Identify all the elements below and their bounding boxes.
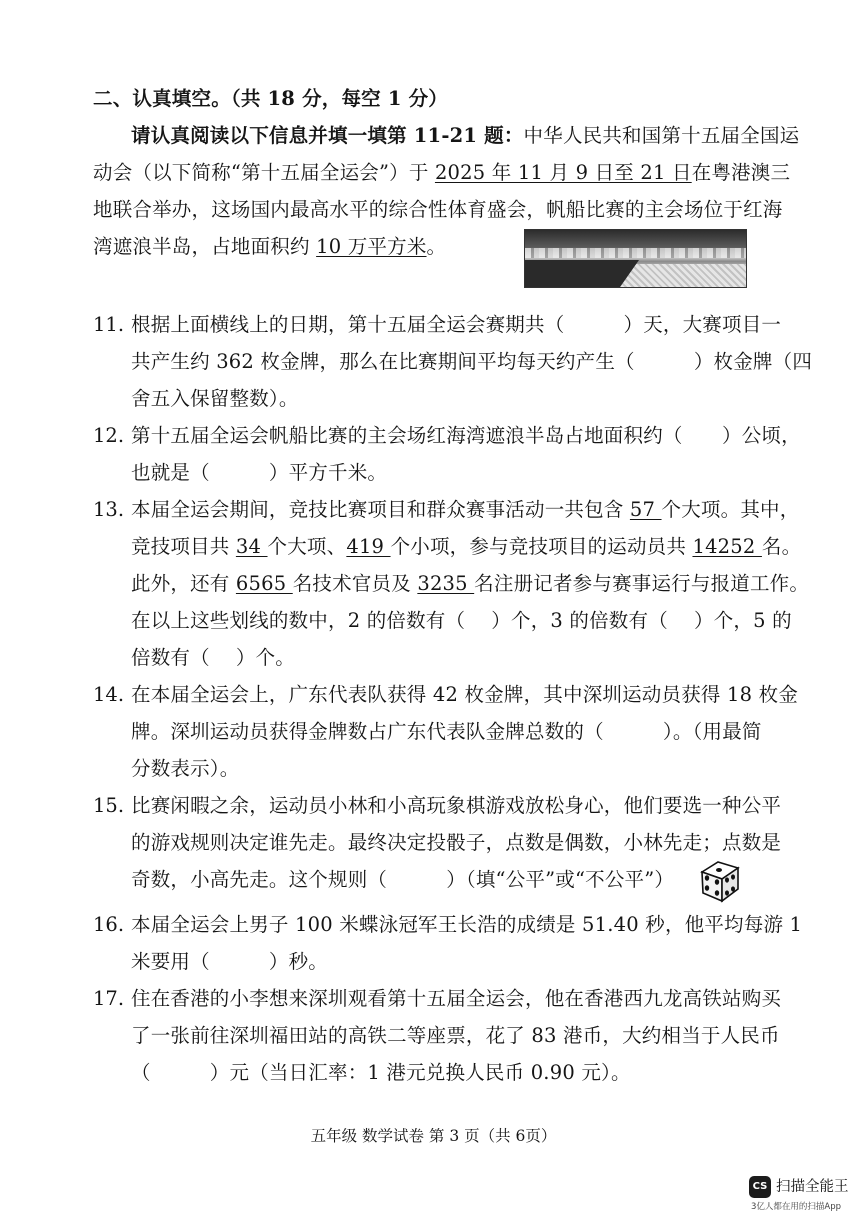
question-11-line-2: 共产生约 362 枚金牌，那么在比赛期间平均每天约产生（ ）枚金牌（四 — [131, 350, 813, 373]
intro-line-2-b: 在粤港澳三 — [691, 161, 791, 184]
question-17-line-1: 住在香港的小李想来深圳观看第十五届全运会，他在香港西九龙高铁站购买 — [131, 987, 782, 1010]
question-11-line-3: 舍五入保留整数）。 — [131, 387, 299, 410]
q13-underlined-57: 57 — [629, 498, 662, 521]
q13-l2-a: 竞技项目共 — [131, 535, 236, 558]
q13-underlined-3235: 3235 — [417, 572, 475, 595]
q13-l1-b: 个大项。其中， — [661, 498, 800, 521]
peninsula-photo — [524, 229, 747, 288]
page-footer: 五年级 数学试卷 第 3 页（共 6页） — [310, 1127, 557, 1145]
intro-line-4 — [93, 234, 446, 260]
intro-line-1 — [131, 123, 799, 149]
intro-line-3: 地联合举办，这场国内最高水平的综合性体育盛会，帆船比赛的主会场位于红海 — [93, 198, 783, 221]
question-13-number: 13. — [93, 498, 125, 521]
question-13-line-5: 倍数有（ ）个。 — [131, 646, 295, 669]
question-17-number: 17. — [93, 987, 125, 1010]
intro-date-underlined: 2025 年 11 月 9 日至 21 日 — [434, 161, 692, 184]
question-13-line-3 — [131, 571, 809, 597]
scanner-watermark — [749, 1176, 859, 1222]
q13-l2-c: 个小项，参与竞技项目的运动员共 — [390, 535, 693, 558]
q13-l3-c: 名注册记者参与赛事运行与报道工作。 — [474, 572, 810, 595]
question-15-line-1: 比赛闲暇之余，运动员小林和小高玩象棋游戏放松身心，他们要选一种公平 — [131, 794, 782, 817]
question-14-number: 14. — [93, 683, 125, 706]
q13-l2-b: 个大项、 — [267, 535, 347, 558]
question-16-line-1: 本届全运会上男子 100 米蝶泳冠军王长浩的成绩是 51.40 秒，他平均每游 1 — [131, 913, 803, 936]
scanner-app-name: 扫描全能王 — [776, 1179, 849, 1195]
question-17-line-3: （ ）元（当日汇率：1 港元兑换人民币 0.90 元）。 — [131, 1061, 631, 1084]
question-15-line-3: 奇数，小高先走。这个规则（ ）（填“公平”或“不公平”） — [131, 868, 675, 891]
question-17-line-2: 了一张前往深圳福田站的高铁二等座票，花了 83 港币，大约相当于人民币 — [131, 1024, 780, 1047]
question-14-line-2: 牌。深圳运动员获得金牌数占广东代表队金牌总数的（ ）。（用最简 — [131, 720, 762, 743]
question-14-line-1: 在本届全运会上，广东代表队获得 42 枚金牌，其中深圳运动员获得 18 枚金 — [131, 683, 799, 706]
intro-line-2-a: 动会（以下简称“第十五届全运会”）于 — [93, 161, 435, 184]
question-12-line-1: 第十五届全运会帆船比赛的主会场红海湾遮浪半岛占地面积约（ ）公顷， — [131, 424, 801, 447]
question-12-line-2: 也就是（ ）平方千米。 — [131, 461, 388, 484]
question-16-number: 16. — [93, 913, 125, 936]
question-15-number: 15. — [93, 794, 125, 817]
intro-line-2 — [93, 160, 790, 186]
question-14-line-3: 分数表示）。 — [131, 757, 240, 780]
q13-underlined-34: 34 — [235, 535, 268, 558]
question-13-line-4: 在以上这些划线的数中，2 的倍数有（ ）个，3 的倍数有（ ）个，5 的 — [131, 609, 792, 632]
question-11-line-1: 根据上面横线上的日期，第十五届全运会赛期共（ ）天，大赛项目一 — [131, 313, 782, 336]
question-16-line-2: 米要用（ ）秒。 — [131, 950, 329, 973]
intro-line-1-rest: 中华人民共和国第十五届全国运 — [523, 124, 800, 147]
q13-l2-d: 名。 — [761, 535, 802, 558]
intro-line-4-a: 湾遮浪半岛，占地面积约 — [93, 235, 317, 258]
scanner-tagline: 3亿人都在用的扫描App — [751, 1202, 842, 1212]
intro-area-underlined: 10 万平方米 — [316, 235, 427, 258]
dice-icon — [698, 858, 742, 904]
q13-l3-b: 名技术官员及 — [292, 572, 418, 595]
q13-underlined-6565: 6565 — [235, 572, 293, 595]
question-15-line-2: 的游戏规则决定谁先走。最终决定投骰子，点数是偶数，小林先走；点数是 — [131, 831, 782, 854]
q13-underlined-14252: 14252 — [692, 535, 762, 558]
question-12-number: 12. — [93, 424, 125, 447]
photo-sea — [525, 248, 746, 258]
scanner-logo-icon: CS — [749, 1176, 771, 1198]
question-13-line-2 — [131, 534, 801, 560]
intro-lead: 请认真阅读以下信息并填一填第 11-21 题： — [131, 124, 524, 147]
q13-underlined-419: 419 — [346, 535, 391, 558]
q13-l1-a: 本届全运会期间，竞技比赛项目和群众赛事活动一共包含 — [131, 498, 630, 521]
question-11-number: 11. — [93, 313, 125, 336]
section-heading: 二、认真填空。（共 18 分，每空 1 分） — [93, 87, 449, 110]
intro-line-4-b: 。 — [426, 235, 447, 258]
q13-l3-a: 此外，还有 — [131, 572, 236, 595]
question-13-line-1 — [131, 497, 799, 523]
photo-shore — [524, 260, 639, 288]
